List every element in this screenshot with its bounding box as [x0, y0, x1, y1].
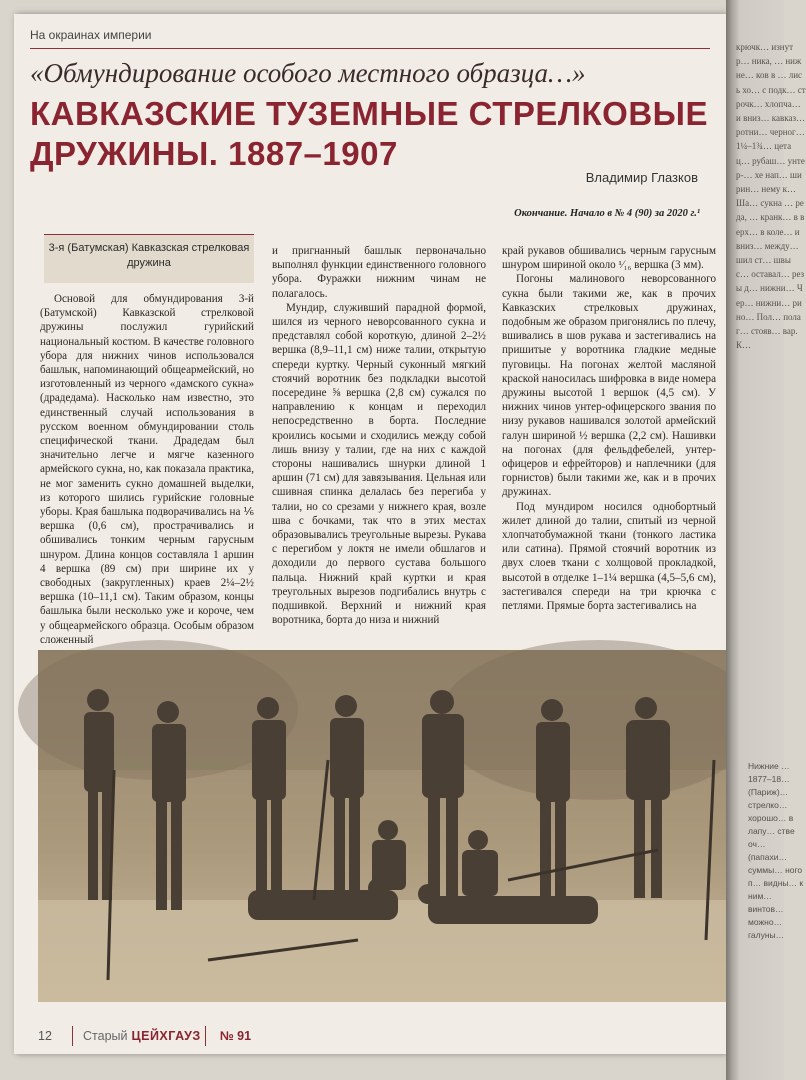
- subsection-box: [44, 234, 254, 283]
- article-author: Владимир Глазков: [585, 170, 698, 185]
- page-number: 12: [38, 1029, 52, 1043]
- paragraph: край рукавов обшивались черным гарусным шнуром шириной около ¹⁄₁₆ вершка (3 мм).: [502, 245, 716, 272]
- footer-divider: [205, 1026, 206, 1046]
- archival-photo: [38, 650, 726, 1002]
- issue-number: № 91: [219, 1029, 252, 1043]
- magazine-name: ЦЕЙХГАУЗ: [131, 1029, 201, 1043]
- paragraph: Основой для обмундирования 3-й (Батумской) Кавказской стрелковой дружины послужил гурийский национальный костюм. В качестве головного убора для нижних чинов использовался башлык, напоминающий общеармейский, но изготовленный из черного «дамского сукна» (драдедама). Насколько нам известно, это единственный случай использования в русском военном обмундировании столь специфической ткани. Драдедам был значительно легче и мягче казенного армейского сукна, но, как показала практика, не мог заменить сукно домашней выделки, из которого шились гурийские головные уборы. Края башлыка подворачивались на ⅙ вершка (0,6 см), прострачивались и обшивались тонким черным гарусным шнуром. Длина концов составляла 1 аршин 4 вершка (89 см) при ширине их у свободных (закругленных) краев 2¼–2½ вершка (10–11,1 см). Таким образом, концы башлыка были несколько уже и короче, чем у общеармейского образца. Особым образом сложенный: [40, 293, 254, 646]
- text-column-2: [272, 244, 486, 627]
- archival-photo-icon: [38, 650, 726, 1002]
- next-page-text-fragment: крючк… изнутр… ника, … нижне… ков в … лись хо… с подк… строчк… хлопча… и вниз… кавказ… ротни… черног… 1¼–1¾… цета ц… рубаш… унтер-… хе нап… ширин… нему к… Ша… сукна … реда, … кранк… в верх… в коле… и вниз… между… шил ст… швы с… оставал… резы д… нижни… Чер… нижни… рино… Пол… полаг… стояв… вар. К…: [736, 42, 806, 351]
- article-title-quote: «Обмундирование особого местного образца…»: [30, 58, 586, 88]
- text-column-3: [502, 244, 716, 613]
- magazine-prefix: Старый: [83, 1029, 128, 1043]
- paragraph: Мундир, служивший парадной формой, шился из черного неворсованного сукна и представлял собой короткую, длиной 2–2½ вершка (8,9–11,1 см) ниже талии, открытую спереди куртку. Черный суконный мягкий стоячий воротник без подкладки высотой посередине ⅝ вершка (2,8 см) сужался по направлению к концам и переходил непосредственно в борта. Последние кроились косыми и сходились между собой лишь внизу у талии, где на них с каждой стороны нашивались шнурки длиной 1 аршин (71 см) для завязывания. Цельная или сшивная спинка делалась без перегиба у талии, но со срезами у нижнего края, возле шва с бочками, так что в этих местах образовывались треугольные вырезы. Рукава с перегибом у локтя не имели обшлагов и доходили до первого сустава большого пальца. Нижний край куртки и края треугольных вырезов подгибались внутрь с подшивкой. Верхний и нижний края воротника, борта до низа и нижний: [272, 301, 486, 627]
- article-title: КАВКАЗСКИЕ ТУЗЕМНЫЕ СТРЕЛКОВЫЕ ДРУЖИНЫ. 1887–1907: [30, 95, 708, 172]
- footer-divider: [72, 1026, 73, 1046]
- next-page-edge: [726, 0, 806, 1080]
- paragraph: Под мундиром носился однобортный жилет длиной до талии, спитый из черной хлопчатобумажной ткани (тонкого ластика или сатина). Прямой стоячий воротник из двух слоев ткани с холщовой прокладкой, высотой в отделке 1–1¼ вершка (4,5–5,6 см), застегивался спереди на три крючка с петлями. Прямые борта застегивались на: [502, 500, 716, 613]
- paragraph: и пригнанный башлык первоначально выполнял функции единственного головного убора. Фуражки нижним чинам не полагалось.: [272, 245, 486, 300]
- magazine-page: [14, 14, 726, 1054]
- subsection-title: 3-я (Батумская) Кавказская стрелковая дружина: [48, 242, 250, 269]
- page-footer: [38, 1024, 638, 1048]
- section-label: На окраинах империи: [30, 28, 152, 42]
- next-page-caption-fragment: Нижние … 1877–18… (Париж)… стрелко… хорошо… в лапу… стве оч… (папахи… суммы… ного п… видны… к ним… винтов… можно… галуны…: [748, 761, 806, 940]
- paragraph: Погоны малинового неворсованного сукна были такими же, как в прочих Кавказских стрелковых дружинах, подобным же образом пригонялись по плечу, вшивались в шов рукава и застегивались на пришитые у воротника гладкие медные пуговицы. На погонах желтой масляной краской наносилась шифровка в виде номера дружины высотой 1 вершок (4,5 см). У нижних чинов унтер-офицерского звания по низу рукавов нашивался золотой армейский галун шириной ½ вершка (2,2 см). Нашивки на погонах (для фельдфебелей, унтер-офицеров и ефрейторов) и наплечники (для горнистов) были такими же, как и в прочих дружинах.: [502, 273, 716, 499]
- section-divider: [30, 48, 710, 49]
- continuation-note: Окончание. Начало в № 4 (90) за 2020 г.¹: [514, 208, 700, 219]
- text-column-1: [40, 292, 254, 647]
